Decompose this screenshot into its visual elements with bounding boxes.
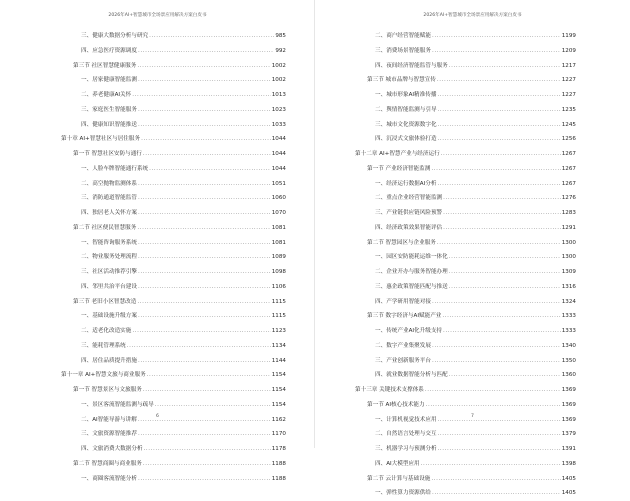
toc-entry-title: 第三节 社区智慧健康服务 xyxy=(73,62,137,69)
toc-entry-title: 第二节 社区便民智慧服务 xyxy=(73,224,137,231)
toc-entry-page: 1115 xyxy=(271,298,286,305)
toc-leader-dots xyxy=(421,457,561,472)
toc-leader-dots xyxy=(138,265,271,280)
page-header: 2026年AI+智慧城市全场景应用解决方案白皮书 xyxy=(108,13,207,18)
toc-entry xyxy=(61,280,286,295)
toc-entry-page: 1405 xyxy=(561,490,576,497)
toc-entry-page: 1081 xyxy=(271,239,286,246)
toc-leader-dots xyxy=(155,398,271,413)
toc-leader-dots xyxy=(149,29,274,44)
toc-entry xyxy=(61,427,286,442)
toc-entry-title: 第一节 智慧景区与文旅服务 xyxy=(73,387,142,393)
toc-entry-page: 1300 xyxy=(561,254,576,261)
toc-leader-dots xyxy=(432,44,561,59)
toc-entry-title: 三、家庭医生智能服务 xyxy=(81,106,137,113)
toc-entry-page: 1106 xyxy=(271,283,286,290)
toc-entry-page: 1154 xyxy=(271,387,286,393)
toc-entry-page: 1134 xyxy=(271,342,286,349)
toc-entry-title: 第一节 智慧社区安防与通行 xyxy=(73,151,142,157)
toc-entry xyxy=(355,309,576,324)
toc-list xyxy=(355,29,576,501)
toc-leader-dots xyxy=(138,191,271,206)
toc-leader-dots xyxy=(138,206,271,221)
toc-leader-dots xyxy=(143,147,271,162)
toc-entry-title: 二、重点企业经营智能监测 xyxy=(375,195,443,202)
toc-entry xyxy=(355,265,576,280)
toc-entry-title: 一、园区安防能耗运维一体化 xyxy=(375,254,448,261)
toc-entry xyxy=(61,457,286,472)
toc-entry xyxy=(61,73,286,88)
toc-entry-page: 1144 xyxy=(271,357,286,364)
toc-entry xyxy=(355,206,576,221)
toc-leader-dots xyxy=(449,265,561,280)
toc-entry-title: 三、健康大数据分析与研究 xyxy=(81,33,149,39)
toc-leader-dots xyxy=(147,368,271,383)
toc-entry-page: 1044 xyxy=(271,165,286,172)
toc-entry-page: 1283 xyxy=(561,210,576,216)
toc-entry-title: 四、应急医疗资源调度 xyxy=(81,47,137,54)
toc-entry-page: 1369 xyxy=(561,416,576,423)
toc-entry-title: 第三节 数字经济与AI赋能产业 xyxy=(367,313,442,320)
toc-entry-title: 三、产业链供应链风险预警 xyxy=(375,210,443,216)
toc-leader-dots xyxy=(127,339,271,354)
toc-leader-dots xyxy=(437,88,560,103)
toc-entry xyxy=(355,457,576,472)
toc-entry xyxy=(61,472,286,487)
toc-entry xyxy=(355,59,576,74)
page-number: 6 xyxy=(156,414,159,419)
toc-entry-page: 1333 xyxy=(561,313,576,320)
toc-entry xyxy=(355,368,576,383)
toc-entry xyxy=(61,221,286,236)
toc-entry-title: 一、智能咨询服务系统 xyxy=(81,239,137,246)
toc-leader-dots xyxy=(443,191,561,206)
toc-entry xyxy=(61,339,286,354)
toc-entry xyxy=(61,132,286,147)
toc-entry-page: 1235 xyxy=(561,106,576,113)
toc-entry xyxy=(355,118,576,133)
toc-leader-dots xyxy=(449,250,561,265)
toc-entry xyxy=(61,354,286,369)
toc-entry-page: 1044 xyxy=(271,136,286,143)
toc-entry-title: 一、人脸车牌智能通行系统 xyxy=(81,165,149,172)
toc-entry-title: 三、能耗管理系统 xyxy=(81,342,126,349)
toc-entry-title: 二、数字产业集聚发展 xyxy=(375,342,431,349)
toc-entry-page: 1245 xyxy=(561,121,576,128)
toc-leader-dots xyxy=(138,177,271,192)
left-page xyxy=(0,0,315,482)
toc-entry xyxy=(355,177,576,192)
toc-entry xyxy=(355,295,576,310)
toc-entry-page: 1123 xyxy=(271,328,286,334)
toc-leader-dots xyxy=(143,457,271,472)
toc-entry-title: 四、就业数据智能分析与匹配 xyxy=(375,372,448,379)
toc-entry-page: 1162 xyxy=(271,416,286,423)
toc-leader-dots xyxy=(432,295,561,310)
toc-entry-page: 1391 xyxy=(561,446,576,452)
toc-entry-title: 第三节 老旧小区智慧改造 xyxy=(73,298,137,305)
toc-entry xyxy=(355,383,576,398)
toc-entry-page: 1379 xyxy=(561,431,576,438)
toc-entry-page: 1405 xyxy=(561,475,576,482)
toc-entry xyxy=(355,236,576,251)
toc-entry-title: 四、夜间经济智能监管与服务 xyxy=(375,62,448,69)
toc-entry-title: 二、商户经营智能赋能 xyxy=(375,33,431,39)
toc-leader-dots xyxy=(144,442,271,457)
toc-entry-title: 第十二章 AI+智慧产业与经济运行 xyxy=(355,151,440,157)
toc-leader-dots xyxy=(138,118,271,133)
toc-entry-title: 一、传统产业AI化升级支持 xyxy=(375,328,443,334)
toc-entry-page: 1350 xyxy=(561,357,576,364)
toc-entry xyxy=(355,44,576,59)
toc-entry-page: 1154 xyxy=(271,401,286,408)
toc-leader-dots xyxy=(138,472,271,487)
toc-leader-dots xyxy=(432,29,561,44)
toc-entry xyxy=(355,442,576,457)
toc-entry xyxy=(355,73,576,88)
toc-leader-dots xyxy=(138,44,274,59)
toc-leader-dots xyxy=(149,162,271,177)
toc-entry-title: 三、惠企政策智能匹配与推送 xyxy=(375,283,448,290)
toc-leader-dots xyxy=(137,295,270,310)
toc-entry xyxy=(61,265,286,280)
toc-entry-title: 一、商圈客流智能分析 xyxy=(81,475,137,482)
toc-entry-page: 1209 xyxy=(561,47,576,54)
toc-leader-dots xyxy=(438,427,561,442)
toc-entry-page: 1115 xyxy=(271,313,286,320)
toc-entry xyxy=(355,250,576,265)
toc-entry-title: 二、适老化改造实施 xyxy=(81,328,132,334)
toc-leader-dots xyxy=(137,59,270,74)
toc-entry-title: 四、邻里共治平台建设 xyxy=(81,283,137,290)
toc-entry-title: 三、文旅资源智能推荐 xyxy=(81,431,137,438)
toc-entry-page: 1256 xyxy=(561,136,576,143)
toc-entry-page: 1300 xyxy=(561,239,576,246)
toc-entry xyxy=(355,147,576,162)
toc-entry-title: 四、独居老人关怀方案 xyxy=(81,210,137,216)
right-page xyxy=(315,0,630,497)
toc-entry xyxy=(61,177,286,192)
toc-entry xyxy=(61,59,286,74)
toc-entry xyxy=(61,103,286,118)
toc-entry xyxy=(61,324,286,339)
toc-leader-dots xyxy=(426,398,561,413)
toc-entry-title: 三、消防通道智能监管 xyxy=(81,195,137,202)
page-number: 7 xyxy=(471,414,474,419)
toc-entry-page: 1360 xyxy=(561,372,576,379)
page-header: 2026年AI+智慧城市全场景应用解决方案白皮书 xyxy=(423,13,522,18)
toc-leader-dots xyxy=(138,250,271,265)
toc-entry-page: 1089 xyxy=(271,254,286,261)
toc-entry-page: 1369 xyxy=(561,387,576,393)
toc-leader-dots xyxy=(138,280,271,295)
toc-leader-dots xyxy=(437,236,561,251)
toc-leader-dots xyxy=(425,383,561,398)
toc-entry-page: 1081 xyxy=(271,224,286,231)
toc-entry-page: 1199 xyxy=(561,33,576,39)
toc-entry xyxy=(61,88,286,103)
toc-entry xyxy=(355,103,576,118)
toc-entry-title: 第一节 产业经济智能监测 xyxy=(367,165,431,172)
toc-entry-title: 第二节 智慧园区与企业服务 xyxy=(367,239,436,246)
toc-entry xyxy=(355,191,576,206)
toc-leader-dots xyxy=(431,162,560,177)
toc-leader-dots xyxy=(438,103,561,118)
toc-entry-title: 四、沉浸式文旅体验打造 xyxy=(375,136,437,143)
toc-leader-dots xyxy=(138,236,271,251)
toc-entry-page: 1267 xyxy=(561,165,576,172)
toc-entry xyxy=(355,324,576,339)
toc-leader-dots xyxy=(143,383,271,398)
toc-entry-title: 四、AI大模型应用 xyxy=(375,460,420,467)
toc-entry xyxy=(61,442,286,457)
toc-leader-dots xyxy=(443,221,561,236)
toc-entry-page: 1267 xyxy=(561,180,576,187)
toc-leader-dots xyxy=(138,309,271,324)
toc-entry-page: 1051 xyxy=(271,180,286,187)
toc-entry-page: 1098 xyxy=(271,269,286,275)
toc-entry-page: 1369 xyxy=(561,401,576,408)
toc-entry-page: 1060 xyxy=(271,195,286,202)
toc-entry-title: 四、产学研用智能对接 xyxy=(375,298,431,305)
toc-entry-page: 1178 xyxy=(271,446,286,452)
toc-entry xyxy=(355,472,576,487)
toc-entry-page: 1188 xyxy=(271,460,286,467)
toc-entry xyxy=(355,221,576,236)
toc-entry-page: 992 xyxy=(275,47,286,54)
toc-entry xyxy=(61,295,286,310)
toc-leader-dots xyxy=(438,132,561,147)
toc-entry xyxy=(355,339,576,354)
toc-entry xyxy=(61,29,286,44)
toc-entry xyxy=(61,206,286,221)
toc-entry-page: 1340 xyxy=(561,342,576,349)
toc-entry xyxy=(61,118,286,133)
toc-entry-title: 二、养老健康AI关怀 xyxy=(81,92,132,98)
toc-entry-title: 二、AI智能导游与讲解 xyxy=(81,416,137,423)
toc-entry-title: 第十一章 AI+智慧文旅与商业服务 xyxy=(61,372,146,379)
toc-entry-title: 第一节 AI核心技术能力 xyxy=(367,401,425,408)
toc-entry-title: 二、高空抛物监测体系 xyxy=(81,180,137,187)
toc-leader-dots xyxy=(432,354,561,369)
toc-entry-page: 1044 xyxy=(271,151,286,157)
toc-entry xyxy=(355,427,576,442)
toc-entry xyxy=(61,309,286,324)
toc-entry-page: 1188 xyxy=(271,475,286,482)
toc-entry xyxy=(355,486,576,501)
toc-entry-page: 1217 xyxy=(561,62,576,69)
toc-leader-dots xyxy=(141,132,271,147)
toc-entry-title: 一、城市形象AI精准传播 xyxy=(375,92,437,98)
toc-entry xyxy=(355,88,576,103)
toc-entry-page: 1309 xyxy=(561,269,576,275)
toc-entry xyxy=(61,44,286,59)
toc-entry xyxy=(355,29,576,44)
toc-entry-title: 二、舆情智能监测与引导 xyxy=(375,106,437,113)
toc-leader-dots xyxy=(132,88,271,103)
toc-leader-dots xyxy=(449,368,561,383)
toc-entry xyxy=(61,398,286,413)
toc-leader-dots xyxy=(441,147,561,162)
toc-leader-dots xyxy=(432,339,561,354)
toc-leader-dots xyxy=(438,118,561,133)
toc-leader-dots xyxy=(449,280,561,295)
toc-entry-page: 1013 xyxy=(271,92,286,98)
toc-leader-dots xyxy=(432,486,561,501)
toc-entry-title: 第三节 城市品牌与智慧宣传 xyxy=(367,77,436,84)
toc-entry-title: 一、景区客流智能监测与疏导 xyxy=(81,401,154,408)
toc-entry xyxy=(355,280,576,295)
toc-entry-title: 二、企业开办与服务智能办理 xyxy=(375,269,448,275)
toc-leader-dots xyxy=(137,221,270,236)
toc-entry xyxy=(355,132,576,147)
toc-leader-dots xyxy=(443,324,561,339)
toc-entry-title: 三、城市文化资源数字化 xyxy=(375,121,437,128)
toc-entry-title: 四、居住品质提升措施 xyxy=(81,357,137,364)
toc-leader-dots xyxy=(138,103,271,118)
toc-leader-dots xyxy=(449,59,561,74)
toc-entry-page: 1002 xyxy=(271,77,286,84)
toc-entry-page: 1170 xyxy=(271,431,286,438)
toc-entry-page: 1398 xyxy=(561,460,576,467)
toc-entry-title: 二、物业服务处理流程 xyxy=(81,254,137,261)
toc-leader-dots xyxy=(138,73,271,88)
toc-entry-title: 四、健康知识智能推送 xyxy=(81,121,137,128)
toc-leader-dots xyxy=(438,442,561,457)
toc-leader-dots xyxy=(437,73,561,88)
toc-leader-dots xyxy=(132,324,270,339)
toc-entry-title: 一、居家健康智能监测 xyxy=(81,77,137,84)
toc-entry-title: 第二节 云计算与基础设施 xyxy=(367,475,431,482)
toc-entry-page: 1023 xyxy=(271,106,286,113)
toc-entry-title: 第二节 智慧商圈与商业服务 xyxy=(73,460,142,467)
toc-entry-page: 1227 xyxy=(561,92,576,98)
toc-entry-page: 1316 xyxy=(561,283,576,290)
toc-entry xyxy=(61,236,286,251)
toc-entry-title: 一、经济运行数据AI分析 xyxy=(375,180,437,187)
toc-entry-page: 985 xyxy=(275,33,286,39)
toc-entry-page: 1276 xyxy=(561,195,576,202)
toc-entry-title: 三、社区活动推荐引擎 xyxy=(81,269,137,275)
toc-leader-dots xyxy=(442,309,560,324)
toc-entry-page: 1333 xyxy=(561,328,576,334)
toc-entry xyxy=(61,383,286,398)
toc-entry-title: 一、计算机视觉技术应用 xyxy=(375,416,437,423)
toc-entry xyxy=(61,191,286,206)
toc-entry-page: 1291 xyxy=(561,224,576,231)
toc-entry-title: 四、文旅消费大数据分析 xyxy=(81,446,143,452)
toc-entry xyxy=(355,354,576,369)
toc-entry-page: 1154 xyxy=(271,372,286,379)
toc-entry-page: 1002 xyxy=(271,62,286,69)
toc-entry xyxy=(355,398,576,413)
toc-entry xyxy=(61,368,286,383)
toc-entry-title: 二、自然语言处理与交互 xyxy=(375,431,437,438)
toc-entry-title: 一、弹性算力资源供给 xyxy=(375,490,431,497)
toc-entry xyxy=(61,250,286,265)
toc-leader-dots xyxy=(437,177,560,192)
toc-leader-dots xyxy=(138,427,271,442)
toc-entry xyxy=(61,162,286,177)
toc-entry-page: 1324 xyxy=(561,298,576,305)
toc-entry xyxy=(355,162,576,177)
toc-leader-dots xyxy=(443,206,561,221)
toc-entry-title: 三、消费场景智能服务 xyxy=(375,47,431,54)
toc-entry xyxy=(61,147,286,162)
toc-entry-title: 四、经济政策效果智能评估 xyxy=(375,224,443,231)
toc-leader-dots xyxy=(138,354,271,369)
toc-entry-page: 1070 xyxy=(271,210,286,216)
toc-entry-title: 第十章 AI+智慧社区与居住服务 xyxy=(61,136,141,143)
toc-entry-title: 第十三章 关键技术支撑体系 xyxy=(355,387,424,393)
toc-entry-page: 1267 xyxy=(561,151,576,157)
toc-entry-page: 1227 xyxy=(561,77,576,84)
toc-entry-title: 一、基础设施升级方案 xyxy=(81,313,137,320)
toc-entry-page: 1033 xyxy=(271,121,286,128)
toc-leader-dots xyxy=(431,472,560,487)
toc-entry-title: 三、产业创新服务平台 xyxy=(375,357,431,364)
toc-entry-title: 三、机器学习与预测分析 xyxy=(375,446,437,452)
